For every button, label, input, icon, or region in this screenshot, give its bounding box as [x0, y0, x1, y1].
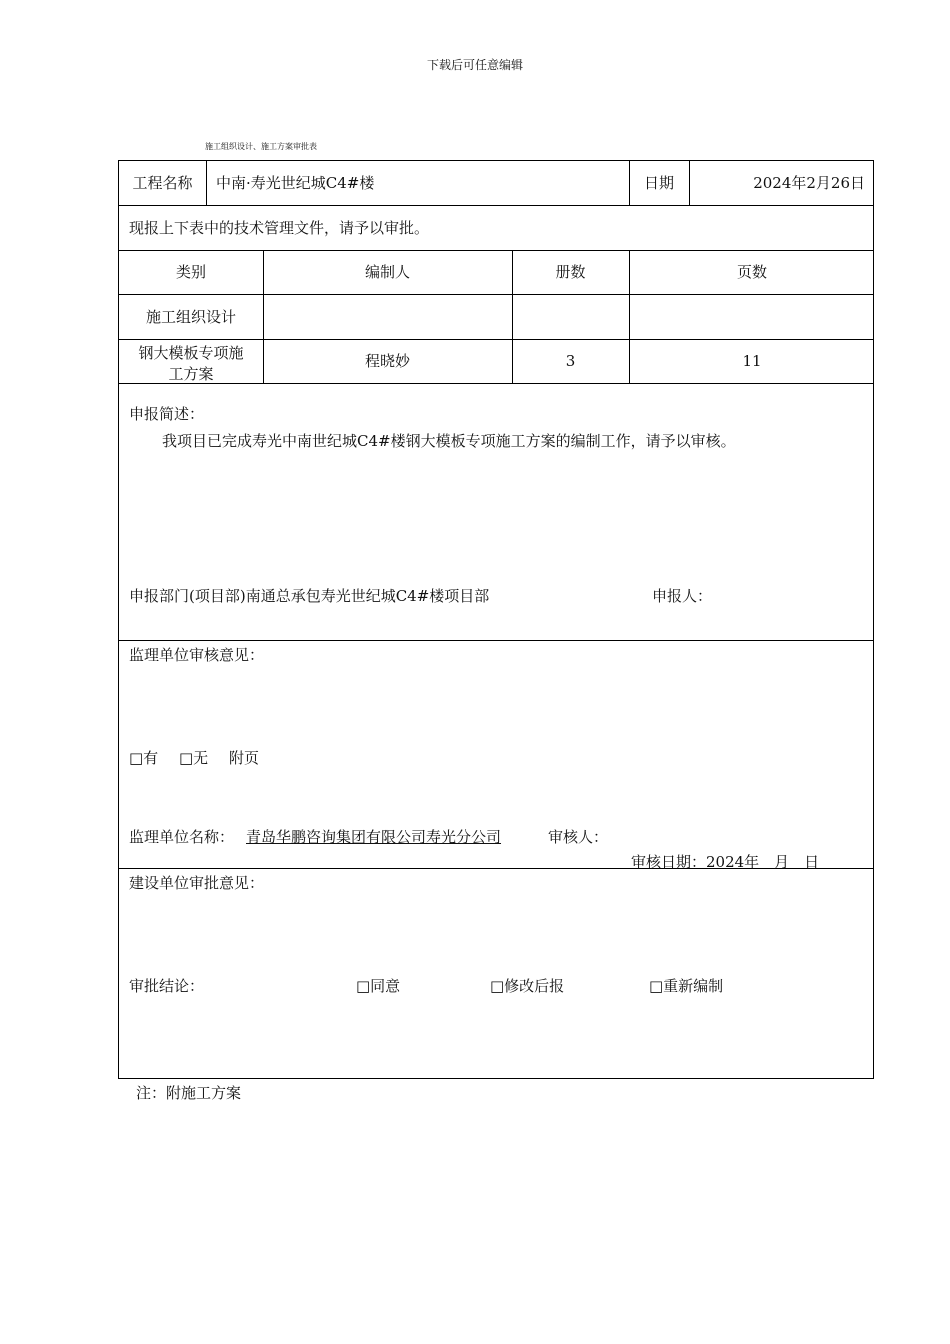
row-pages: 11	[742, 352, 762, 370]
row-divider	[119, 640, 873, 641]
header-volumes: 册数	[555, 263, 586, 281]
date-label: 日期	[643, 174, 674, 192]
report-body: 我项目已完成寿光中南世纪城C4#楼钢大模板专项施工方案的编制工作，请予以审核。	[162, 432, 736, 450]
row-category-clip	[119, 340, 263, 383]
attach-yes-checkbox[interactable]: □有	[129, 749, 159, 767]
option-revise-checkbox[interactable]: □修改后报	[490, 977, 565, 995]
reporter-label: 申报人：	[652, 587, 713, 605]
row-author: 程晓妙	[364, 352, 410, 370]
header-pages: 页数	[736, 263, 767, 281]
header-note: 下载后可任意编辑	[426, 58, 523, 72]
header-category: 类别	[175, 263, 206, 281]
form-subtitle: 施工组织设计、施工方案审批表	[205, 142, 317, 151]
row-divider	[119, 205, 873, 206]
header-author: 编制人	[364, 263, 410, 281]
project-name-value: 中南·寿光世纪城C4#楼	[216, 174, 375, 192]
project-name-label: 工程名称	[132, 174, 193, 192]
owner-title: 建设单位审批意见：	[129, 874, 265, 892]
footnote: 注：附施工方案	[136, 1084, 242, 1102]
col-divider	[206, 161, 207, 205]
row-divider	[119, 383, 873, 384]
report-title: 申报简述：	[129, 405, 205, 423]
row-divider	[119, 294, 873, 295]
reviewer-label: 审核人：	[548, 828, 609, 846]
supervisor-name-value: 青岛华鹏咨询集团有限公司寿光分公司	[246, 828, 502, 846]
row-category-line1: 钢大模板专项施	[138, 344, 244, 362]
row-category: 施工组织设计	[145, 308, 236, 326]
conclusion-label: 审批结论：	[129, 977, 205, 995]
row-category-line2: 工方案	[168, 365, 214, 383]
intro-text: 现报上下表中的技术管理文件，请予以审批。	[129, 219, 430, 237]
approval-form	[118, 160, 874, 1079]
supervisor-name-label: 监理单位名称：	[129, 828, 235, 846]
row-volumes: 3	[565, 352, 576, 370]
option-agree-checkbox[interactable]: □同意	[356, 977, 401, 995]
attach-label: 附页	[229, 749, 260, 767]
supervisor-title: 监理单位审核意见：	[129, 646, 265, 664]
date-value: 2024年2月26日	[753, 174, 865, 192]
review-date: 审核日期：2024年 月 日	[631, 853, 820, 871]
report-dept: 申报部门(项目部)南通总承包寿光世纪城C4#楼项目部	[129, 587, 490, 605]
option-redo-checkbox[interactable]: □重新编制	[649, 977, 724, 995]
attach-no-checkbox[interactable]: □无	[179, 749, 209, 767]
row-divider	[119, 250, 873, 251]
